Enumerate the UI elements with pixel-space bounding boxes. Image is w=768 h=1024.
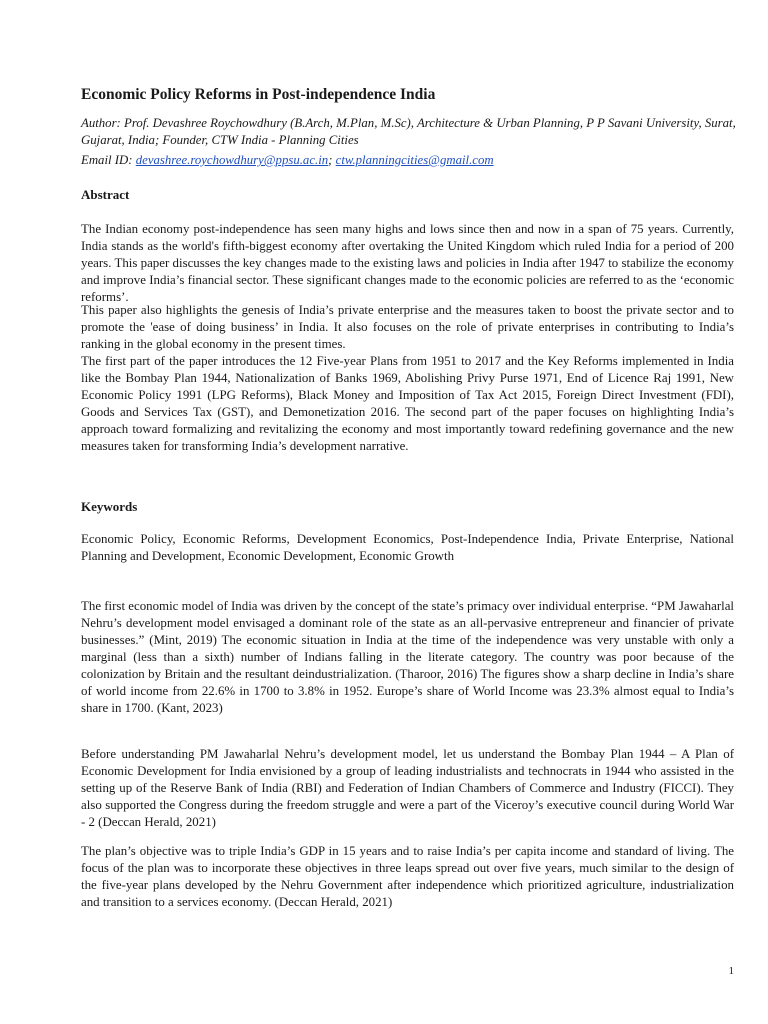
email-line <box>81 153 494 168</box>
email-link-primary[interactable]: devashree.roychowdhury@ppsu.ac.in <box>135 153 329 167</box>
email-link-secondary[interactable]: ctw.planningcities@gmail.com <box>335 153 494 167</box>
email-label: Email ID: <box>81 153 136 167</box>
abstract-paragraph-3: The first part of the paper introduces the 12 Five-year Plans from 1951 to 2017 and the Key Reforms implemented in India like the Bombay Plan 1944, Nationalization of Banks 1969, Abolishing Privy Purse 1971, End of Licence Raj 1991, New Economic Policy 1991 (LPG Reforms), Black Money and Imposition of Tax Act 2015, Foreign Direct Investment (FDI), Goods and Services Tax (GST), and Demonetization 2016. The second part of the paper focuses on highlighting India’s approach toward formalizing and revitalizing the economy and most importantly toward redefining governance and the new measures taken for transforming India’s development narrative. <box>81 354 734 453</box>
paper-title: Economic Policy Reforms in Post-independence India <box>81 86 436 103</box>
abstract-paragraph-1: The Indian economy post-independence has seen many highs and lows since then and now in a span of 75 years. Currently, India stands as the world's fifth-biggest economy after overtaking the United Kingdom which ruled India for a period of 200 years. This paper discusses the key changes made to the existing laws and policies in India after 1947 to stabilize the economy and improve India’s financial sector. These significant changes made to the economic policies are referred to as the ‘economic reforms’. <box>81 222 734 304</box>
body-paragraph-3: The plan’s objective was to triple India’s GDP in 15 years and to raise India’s per capita income and standard of living. The focus of the plan was to incorporate these objectives in three leaps spread out over five years, much similar to the design of the five-year plans developed by the Nehru Government after independence which prioritized agriculture, industrialization and transition to a services economy. (Deccan Herald, 2021) <box>81 844 734 909</box>
keywords-text: Economic Policy, Economic Reforms, Development Economics, Post-Independence India, Private Enterprise, National Planning and Development, Economic Development, Economic Growth <box>81 532 734 563</box>
keywords-heading: Keywords <box>81 499 138 514</box>
abstract-paragraph-2: This paper also highlights the genesis of India’s private enterprise and the measures taken to boost the private sector and to promote the 'ease of doing business’ in India. It also focuses on the role of private enterprises in contributing to India’s ranking in the global economy in the present times. <box>81 303 734 351</box>
page-number: 1 <box>728 965 734 977</box>
author-line: Author: Prof. Devashree Roychowdhury (B.Arch, M.Plan, M.Sc), Architecture & Urban Planning, P P Savani University, Surat, Gujarat, India; Founder, CTW India - Planning Cities <box>81 116 736 147</box>
abstract-heading: Abstract <box>81 187 130 202</box>
body-paragraph-1: The first economic model of India was driven by the concept of the state’s primacy over individual enterprise. “PM Jawaharlal Nehru’s development model envisaged a dominant role of the state as an all-pervasive entrepreneur and financier of private businesses.” (Mint, 2019) The economic situation in India at the time of the independence was very unstable with only a marginal (less than a sixth) number of Indians falling in the literate category. The country was poor because of the colonization by Britain and the resultant deindustrialization. (Tharoor, 2016) The figures show a sharp decline in India’s share of world income from 22.6% in 1700 to 3.8% in 1952. Europe’s share of World Income was 23.3% almost equal to India’s share in 1700. (Kant, 2023) <box>81 599 734 715</box>
body-paragraph-2: Before understanding PM Jawaharlal Nehru’s development model, let us understand the Bombay Plan 1944 – A Plan of Economic Development for India envisioned by a group of leading industrialists and technocrats in 1944 who assisted in the setting up of the Reserve Bank of India (RBI) and Federation of Indian Chambers of Commerce and Industry (FICCI). They also supported the Congress during the freedom struggle and were a part of the Viceroy’s executive council during World War - 2 (Deccan Herald, 2021) <box>81 747 734 829</box>
email-separator: ; <box>328 153 336 167</box>
